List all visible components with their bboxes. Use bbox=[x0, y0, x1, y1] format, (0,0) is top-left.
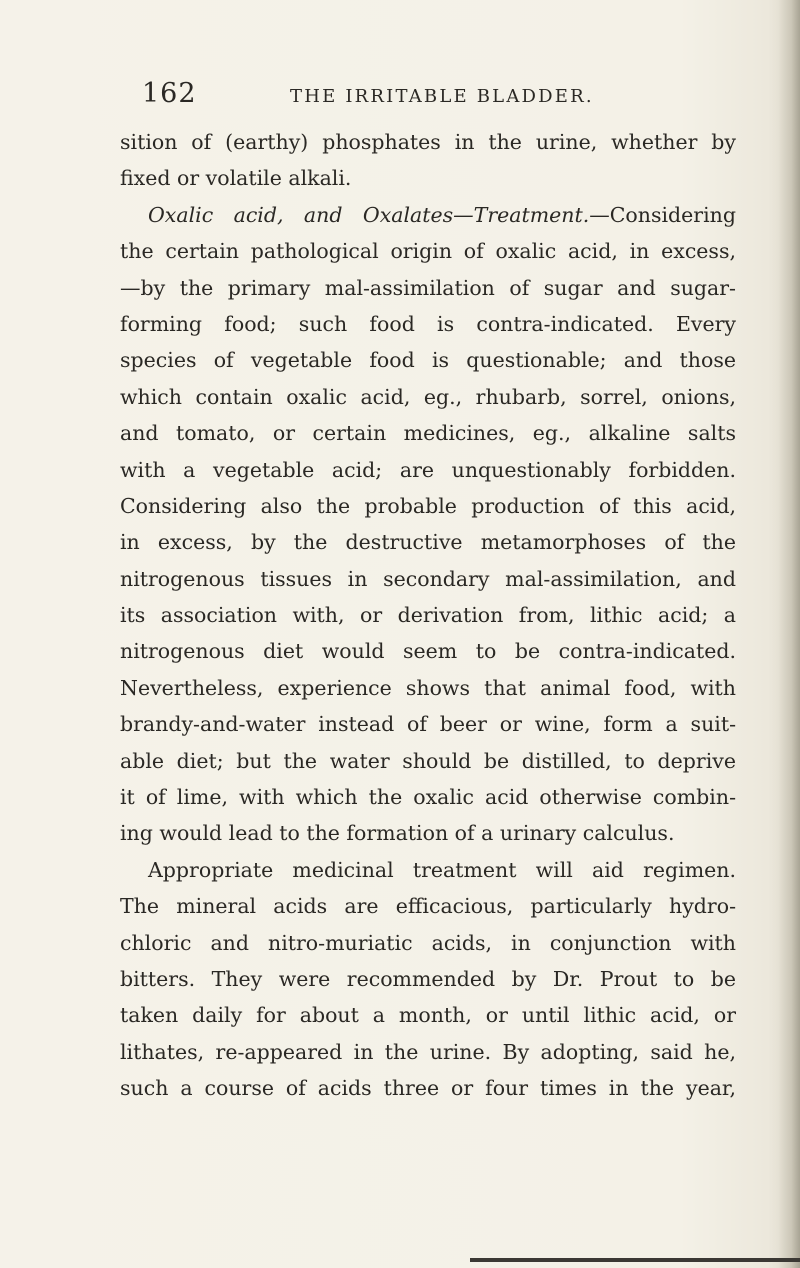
line-text: —Considering bbox=[589, 202, 736, 227]
text-line bbox=[120, 1070, 736, 1106]
line-text: brandy-and-water instead of beer or wine, form a suit- bbox=[120, 712, 736, 737]
text-line bbox=[120, 488, 736, 524]
bottom-rule bbox=[470, 1258, 800, 1262]
text-line bbox=[120, 379, 736, 415]
text-line bbox=[120, 524, 736, 560]
text-line bbox=[120, 306, 736, 342]
line-text: taken daily for about a month, or until lithic acid, or bbox=[120, 1003, 736, 1028]
text-line bbox=[120, 743, 736, 779]
text-line bbox=[120, 997, 736, 1033]
text-line bbox=[120, 160, 736, 196]
text-line bbox=[120, 670, 736, 706]
line-text: its association with, or derivation from, lithic acid; a bbox=[120, 603, 736, 628]
running-head: THE IRRITABLE BLADDER. bbox=[290, 86, 594, 107]
text-line bbox=[120, 633, 736, 669]
line-text: and tomato, or certain medicines, eg., alkaline salts bbox=[120, 421, 736, 446]
text-line bbox=[120, 342, 736, 378]
text-line bbox=[120, 925, 736, 961]
page-header bbox=[142, 78, 742, 118]
line-text: species of vegetable food is questionable; and those bbox=[120, 348, 736, 373]
text-line bbox=[120, 561, 736, 597]
line-text: The mineral acids are efficacious, particularly hydro- bbox=[120, 894, 736, 919]
line-text: nitrogenous diet would seem to be contra-indicated. bbox=[120, 639, 736, 664]
line-text: lithates, re-appeared in the urine. By adopting, said he, bbox=[120, 1039, 736, 1064]
text-line bbox=[120, 815, 736, 851]
text-line bbox=[120, 415, 736, 451]
text-line bbox=[120, 779, 736, 815]
line-text: forming food; such food is contra-indicated. Every bbox=[120, 311, 736, 336]
line-text: nitrogenous tissues in secondary mal-assimilation, and bbox=[120, 566, 736, 591]
line-text: sition of (earthy) phosphates in the urine, whether by bbox=[120, 130, 736, 154]
text-line bbox=[120, 852, 736, 888]
page-number: 162 bbox=[142, 78, 197, 109]
line-text: Nevertheless, experience shows that animal food, with bbox=[120, 675, 736, 700]
text-line bbox=[120, 706, 736, 742]
line-text: —by the primary mal-assimilation of sugar and sugar- bbox=[120, 275, 736, 300]
line-text: in excess, by the destructive metamorphoses of the bbox=[120, 530, 736, 555]
section-heading: Oxalic acid, and Oxalates—Treatment. bbox=[148, 202, 590, 227]
page-edge-shadow bbox=[778, 0, 800, 1268]
text-line bbox=[120, 888, 736, 924]
line-text: such a course of acids three or four times in the year, bbox=[120, 1076, 736, 1101]
text-line bbox=[120, 270, 736, 306]
text-line bbox=[120, 124, 736, 160]
body-text bbox=[120, 124, 736, 1107]
line-text: able diet; but the water should be distilled, to deprive bbox=[120, 748, 736, 773]
line-text: Considering also the probable production of this acid, bbox=[120, 493, 736, 518]
text-line bbox=[120, 597, 736, 633]
line-text: which contain oxalic acid, eg., rhubarb, sorrel, onions, bbox=[120, 384, 736, 409]
line-text: Appropriate medicinal treatment will aid regimen. bbox=[148, 857, 736, 882]
line-text: with a vegetable acid; are unquestionably forbidden. bbox=[120, 457, 736, 482]
line-text: it of lime, with which the oxalic acid otherwise combin- bbox=[120, 785, 736, 810]
line-text: ing would lead to the formation of a urinary calculus. bbox=[120, 821, 675, 846]
line-text: fixed or volatile alkali. bbox=[120, 166, 352, 191]
text-line bbox=[120, 197, 736, 233]
text-line bbox=[120, 233, 736, 269]
line-text: chloric and nitro-muriatic acids, in conjunction with bbox=[120, 930, 736, 955]
text-line bbox=[120, 1034, 736, 1070]
line-text: bitters. They were recommended by Dr. Prout to be bbox=[120, 966, 736, 991]
line-text: the certain pathological origin of oxalic acid, in excess, bbox=[120, 239, 736, 264]
text-line bbox=[120, 961, 736, 997]
text-line bbox=[120, 452, 736, 488]
